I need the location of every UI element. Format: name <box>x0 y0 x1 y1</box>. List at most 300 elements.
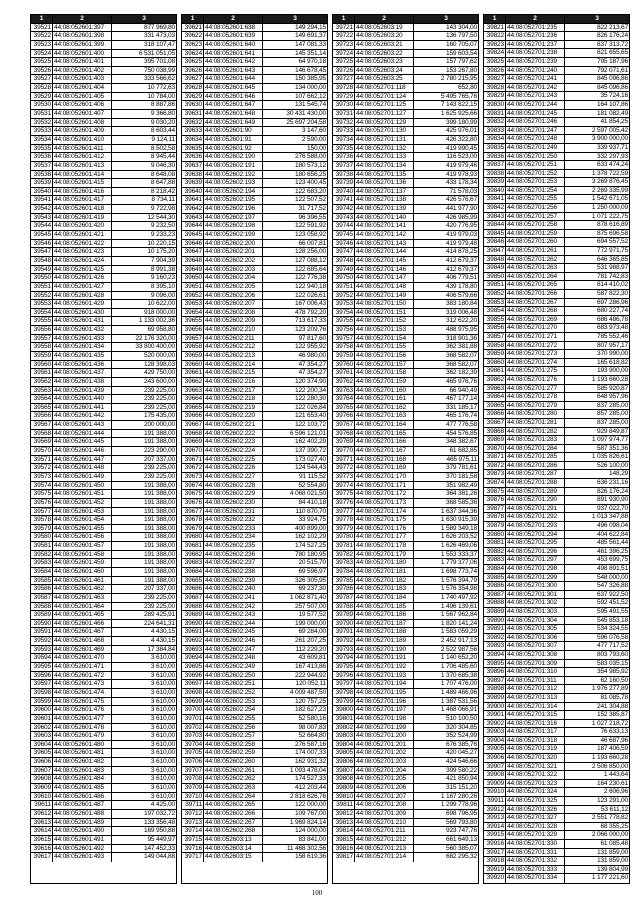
table-row <box>182 171 327 180</box>
cadastral-number-cell: 44:08:052601:475 <box>53 698 112 706</box>
value-cell: 43 609,81 <box>298 654 326 662</box>
cadastral-number-cell: 44:08:052701:281 <box>506 419 565 427</box>
table-row <box>333 309 478 318</box>
row-number-cell: 39544 <box>31 222 53 230</box>
row-number-cell: 39874 <box>484 479 506 487</box>
table-row <box>182 101 327 110</box>
row-number-cell: 39596 <box>31 672 53 680</box>
table-row <box>182 628 327 637</box>
row-number-cell: 39736 <box>333 153 355 161</box>
table-row <box>333 603 478 612</box>
row-number-cell: 39805 <box>333 749 355 757</box>
value-cell: 191 388,00 <box>143 576 175 584</box>
value-cell: 3 610,00 <box>150 784 175 792</box>
table-row <box>333 412 478 421</box>
value-cell: 379 781,61 <box>445 464 477 472</box>
table-row <box>182 689 327 698</box>
value-cell: 122 103,72 <box>294 421 326 429</box>
cadastral-number-cell: 44:08:052601:406 <box>53 101 112 109</box>
table-row <box>484 694 629 703</box>
value-cell: 592 451,52 <box>596 599 628 607</box>
row-number-cell: 39624 <box>182 50 204 58</box>
row-number-cell: 39876 <box>484 496 506 504</box>
table-row <box>333 136 478 145</box>
value-cell: 465 975,11 <box>446 455 477 463</box>
table-row <box>182 32 327 41</box>
value-cell: 465 176,74 <box>445 412 477 420</box>
value-cell: 496 098,04 <box>596 522 628 530</box>
value-cell: 139 804,99 <box>596 865 628 873</box>
row-number-cell: 39708 <box>182 775 204 783</box>
value-cell: 837 285,00 <box>596 418 628 426</box>
value-cell: 637 922,50 <box>596 590 628 598</box>
cadastral-number-cell: 44:08:052601:428 <box>53 292 112 300</box>
cadastral-number-cell: 44:08:052701:205 <box>355 775 414 783</box>
row-number-cell: 39875 <box>484 488 506 496</box>
value-cell: 162 402,29 <box>294 438 326 446</box>
table-header-row <box>484 15 629 24</box>
row-number-cell: 39711 <box>182 801 204 809</box>
value-cell: 10 784,00 <box>147 92 175 100</box>
table-row <box>182 162 327 171</box>
cadastral-number-cell: 44:08:052701:203 <box>355 758 414 766</box>
row-number-cell: 39629 <box>182 93 204 101</box>
row-number-cell: 39696 <box>182 672 204 680</box>
cadastral-number-cell: 44:08:052602:230 <box>204 499 263 507</box>
cadastral-number-cell: 44:08:052602:253 <box>204 698 263 706</box>
value-cell: 400 899,00 <box>294 524 326 532</box>
cadastral-number-cell: 44:08:052602:217 <box>204 387 263 395</box>
table-row <box>333 119 478 128</box>
value-cell: 5 495 765,76 <box>440 92 477 100</box>
table-row <box>484 187 629 196</box>
cadastral-number-cell: 44:08:052701:292 <box>506 513 565 521</box>
value-cell: 116 523,00 <box>446 153 477 161</box>
cadastral-number-cell: 44:08:052701:207 <box>355 793 414 801</box>
table-row <box>484 754 629 763</box>
value-cell: 477 776,58 <box>445 421 477 429</box>
value-cell: 3 610,00 <box>150 766 175 774</box>
table-row <box>31 32 176 41</box>
table-row <box>484 574 629 583</box>
row-number-cell: 39683 <box>182 559 204 567</box>
row-number-cell: 39555 <box>31 317 53 325</box>
table-row <box>484 780 629 789</box>
cadastral-number-cell: 44:08:052601:431 <box>53 317 112 325</box>
table-row <box>333 525 478 534</box>
row-number-cell: 39847 <box>484 247 506 255</box>
value-cell: 193 900,00 <box>596 367 628 375</box>
table-row <box>182 438 327 447</box>
cadastral-number-cell: 44:08:052701:131 <box>355 136 414 144</box>
table-row <box>31 836 176 845</box>
row-number-cell: 39761 <box>333 369 355 377</box>
table-row <box>484 75 629 84</box>
cadastral-number-cell: 44:08:052601:442 <box>53 412 112 420</box>
cadastral-number-cell: 44:08:052701:167 <box>355 447 414 455</box>
row-number-cell: 39694 <box>182 654 204 662</box>
value-cell: 121 653,40 <box>294 412 326 420</box>
value-cell: 10 175,20 <box>147 248 175 256</box>
cadastral-number-cell: 44:08:052601:481 <box>53 749 112 757</box>
row-number-cell: 39639 <box>182 179 204 187</box>
row-number-cell: 39633 <box>182 127 204 135</box>
row-number-cell: 39837 <box>484 161 506 169</box>
cadastral-number-cell: 44:08:052701:245 <box>506 110 565 118</box>
table-row <box>31 188 176 197</box>
row-number-cell: 39772 <box>333 464 355 472</box>
table-row <box>484 745 629 754</box>
value-cell: 1 707 476,00 <box>440 680 477 688</box>
row-number-cell: 39860 <box>484 359 506 367</box>
row-number-cell: 39729 <box>333 93 355 101</box>
cadastral-number-cell: 44:08:052601:488 <box>53 810 112 818</box>
row-number-cell: 39762 <box>333 378 355 386</box>
table-row <box>333 551 478 560</box>
table-row <box>31 58 176 67</box>
cadastral-number-cell: 44:08:052601:421 <box>53 231 112 239</box>
table-row <box>484 711 629 720</box>
cadastral-number-cell: 44:08:052601:473 <box>53 680 112 688</box>
table-row <box>182 784 327 793</box>
table-row <box>333 663 478 672</box>
value-cell: 175 435,00 <box>143 412 175 420</box>
row-number-cell: 39852 <box>484 290 506 298</box>
cadastral-number-cell: 44:08:052601:417 <box>53 196 112 204</box>
row-number-cell: 39765 <box>333 404 355 412</box>
cadastral-number-cell: 44:08:052602:190 <box>204 153 263 161</box>
cadastral-number-cell: 44:08:052601:464 <box>53 603 112 611</box>
cadastral-number-cell: 44:08:052701:288 <box>506 479 565 487</box>
row-number-cell: 39902 <box>484 720 506 728</box>
value-cell: 395 701,08 <box>143 58 175 66</box>
value-cell: 531 988,97 <box>596 264 628 272</box>
cadastral-number-cell: 44:08:052701:239 <box>506 58 565 66</box>
cadastral-number-cell: 44:08:052701:301 <box>506 591 565 599</box>
cadastral-number-cell: 44:08:052701:272 <box>506 342 565 350</box>
value-cell: 174 527,33 <box>294 775 326 783</box>
value-cell: 3 610,00 <box>150 697 175 705</box>
row-number-cell: 39884 <box>484 565 506 573</box>
row-number-cell: 39628 <box>182 84 204 92</box>
value-cell: 239 225,00 <box>143 386 175 394</box>
row-number-cell: 39778 <box>333 516 355 524</box>
table-row <box>31 24 176 33</box>
value-cell: 25 697 204,58 <box>286 118 326 126</box>
cadastral-number-cell: 44:08:052601:448 <box>53 464 112 472</box>
value-cell: 2 551 778,82 <box>591 814 628 822</box>
row-number-cell: 39630 <box>182 101 204 109</box>
row-number-cell: 39763 <box>333 387 355 395</box>
cadastral-number-cell: 44:08:052602:242 <box>204 603 263 611</box>
row-number-cell: 39535 <box>31 145 53 153</box>
table-row <box>484 522 629 531</box>
value-cell: 2 780 215,95 <box>440 75 477 83</box>
cadastral-number-cell: 44:08:052701:146 <box>355 266 414 274</box>
cadastral-number-cell: 44:08:052701:140 <box>355 214 414 222</box>
cadastral-number-cell: 44:08:052701:132 <box>355 145 414 153</box>
value-cell: 683 973,48 <box>596 324 628 332</box>
cadastral-number-cell: 44:08:052601:459 <box>53 559 112 567</box>
table-row <box>182 361 327 370</box>
table-row <box>333 283 478 292</box>
cadastral-number-cell: 44:08:052601:404 <box>53 84 112 92</box>
table-row <box>333 845 478 854</box>
value-cell: 1 779 377,06 <box>440 559 477 567</box>
row-number-cell: 39659 <box>182 352 204 360</box>
row-number-cell: 39877 <box>484 505 506 513</box>
row-number-cell: 39797 <box>333 680 355 688</box>
value-cell: 315 151,20 <box>445 784 477 792</box>
table-row <box>484 849 629 858</box>
table-row <box>484 342 629 351</box>
table-row <box>333 145 478 154</box>
value-cell: 1 583 059,29 <box>440 628 477 636</box>
cadastral-number-cell: 44:08:052701:332 <box>506 857 565 865</box>
cadastral-number-cell: 44:08:052701:327 <box>506 814 565 822</box>
value-cell: 11 468 302,56 <box>286 844 326 852</box>
row-number-cell: 39644 <box>182 222 204 230</box>
cadastral-number-cell: 44:08:052701:319 <box>506 745 565 753</box>
table-row <box>484 539 629 548</box>
table-row <box>333 793 478 802</box>
table-row <box>484 92 629 101</box>
table-row <box>182 732 327 741</box>
cadastral-number-cell: 44:08:052602:212 <box>204 343 263 351</box>
row-number-cell: 39541 <box>31 196 53 204</box>
cadastral-number-cell: 44:08:052601:429 <box>53 300 112 308</box>
cadastral-number-cell: 44:08:052602:198 <box>204 222 263 230</box>
cadastral-number-cell: 44:08:052602:261 <box>204 767 263 775</box>
table-row <box>182 706 327 715</box>
table-row <box>31 395 176 404</box>
row-number-cell: 39632 <box>182 119 204 127</box>
table-row <box>333 559 478 568</box>
row-number-cell: 39552 <box>31 292 53 300</box>
value-cell: 9 160,23 <box>150 274 175 282</box>
table-row <box>333 585 478 594</box>
row-number-cell: 39702 <box>182 724 204 732</box>
row-number-cell: 39817 <box>333 853 355 862</box>
table-row <box>31 266 176 275</box>
table-row <box>484 840 629 849</box>
cadastral-number-cell: 44:08:052701:149 <box>355 292 414 300</box>
cadastral-number-cell: 44:08:052602:240 <box>204 585 263 593</box>
table-row <box>31 447 176 456</box>
table-row <box>484 376 629 385</box>
value-cell: 66 940,49 <box>449 386 477 394</box>
table-row <box>484 797 629 806</box>
table-row <box>182 551 327 560</box>
cadastral-number-cell: 44:08:052602:207 <box>204 300 263 308</box>
row-number-cell: 39739 <box>333 179 355 187</box>
row-number-cell: 39821 <box>484 24 506 32</box>
value-cell: 191 388,00 <box>143 438 175 446</box>
table-row <box>182 378 327 387</box>
cadastral-number-cell: 44:08:052603:19 <box>355 24 414 32</box>
value-cell: 124 544,43 <box>294 464 326 472</box>
value-cell: 120 052,11 <box>295 680 326 688</box>
table-row <box>333 568 478 577</box>
cadastral-number-cell: 44:08:052602:235 <box>204 542 263 550</box>
table-row <box>333 620 478 629</box>
row-number-cell: 39611 <box>31 801 53 809</box>
row-number-cell: 39910 <box>484 788 506 796</box>
row-number-cell: 39894 <box>484 651 506 659</box>
cadastral-number-cell: 44:08:052602:245 <box>204 628 263 636</box>
table-row <box>182 326 327 335</box>
table-row <box>182 542 327 551</box>
row-number-cell: 39917 <box>484 849 506 857</box>
table-row <box>333 257 478 266</box>
value-cell: 3 610,00 <box>150 671 175 679</box>
cadastral-number-cell: 44:08:052601:462 <box>53 585 112 593</box>
row-number-cell: 39911 <box>484 797 506 805</box>
table-row <box>31 50 176 59</box>
cadastral-number-cell: 44:08:052701:240 <box>506 67 565 75</box>
row-number-cell: 39803 <box>333 732 355 740</box>
table-row <box>182 240 327 249</box>
row-number-cell: 39790 <box>333 620 355 628</box>
row-number-cell: 39523 <box>31 41 53 49</box>
row-number-cell: 39612 <box>31 810 53 818</box>
row-number-cell: 39908 <box>484 771 506 779</box>
cadastral-number-cell: 44:08:052701:328 <box>506 823 565 831</box>
row-number-cell: 39688 <box>182 603 204 611</box>
cadastral-number-cell: 44:08:052701:237 <box>506 41 565 49</box>
table-row <box>182 749 327 758</box>
table-row <box>31 248 176 257</box>
value-cell: 368 582,07 <box>445 351 477 359</box>
cadastral-number-cell: 44:08:052701:202 <box>355 749 414 757</box>
value-cell: 1 489 466,96 <box>440 688 477 696</box>
value-cell: 145 351,14 <box>294 49 326 57</box>
value-cell: 331 185,17 <box>445 403 477 411</box>
row-number-cell: 39813 <box>333 819 355 827</box>
table-row <box>31 749 176 758</box>
cadastral-number-cell: 44:08:052701:192 <box>355 663 414 671</box>
value-cell: 348 382,67 <box>445 438 477 446</box>
value-cell: 1 370 685,38 <box>440 671 477 679</box>
row-number-cell: 39892 <box>484 634 506 642</box>
table-row <box>182 110 327 119</box>
value-cell: 368 582,07 <box>445 360 477 368</box>
row-number-cell: 39767 <box>333 421 355 429</box>
value-cell: 420 776,95 <box>445 222 477 230</box>
table-row <box>31 464 176 473</box>
table-row <box>182 490 327 499</box>
table-row <box>333 162 478 171</box>
value-cell: 560 385,07 <box>445 844 477 852</box>
cadastral-number-cell: 44:08:052601:451 <box>53 490 112 498</box>
cadastral-number-cell: 44:08:052602:201 <box>204 248 263 256</box>
cadastral-number-cell: 44:08:052701:271 <box>506 333 565 341</box>
value-cell: 131 545,74 <box>294 101 326 109</box>
value-cell: 498 891,51 <box>596 565 628 572</box>
row-number-cell: 39787 <box>333 594 355 602</box>
table-row <box>31 283 176 292</box>
row-number-cell: 39607 <box>31 767 53 775</box>
row-number-cell: 39669 <box>182 438 204 446</box>
cadastral-number-cell: 44:08:052601:426 <box>53 274 112 282</box>
table-row <box>333 369 478 378</box>
value-cell: 124 000,00 <box>294 827 326 835</box>
value-cell: 383 180,84 <box>445 300 477 308</box>
row-number-cell: 39653 <box>182 300 204 308</box>
row-number-cell: 39846 <box>484 238 506 246</box>
value-cell: 200 000,00 <box>143 421 175 429</box>
cadastral-number-cell: 44:08:052602:263 <box>204 784 263 792</box>
row-number-cell: 39549 <box>31 266 53 274</box>
value-cell: 370 990,00 <box>596 350 628 358</box>
row-number-cell: 39574 <box>31 482 53 490</box>
value-cell: 837 313,72 <box>596 40 628 48</box>
row-number-cell: 39799 <box>333 698 355 706</box>
value-cell: 243 600,00 <box>143 377 175 385</box>
header-cell: 1 <box>484 15 506 23</box>
cadastral-number-cell: 44:08:052701:201 <box>355 741 414 749</box>
value-cell: 548 000,00 <box>596 573 628 581</box>
value-cell: 453 699,75 <box>596 556 628 564</box>
row-number-cell: 39833 <box>484 127 506 135</box>
cadastral-number-cell: 44:08:052701:168 <box>355 456 414 464</box>
table-row <box>31 41 176 50</box>
row-number-cell: 39704 <box>182 741 204 749</box>
value-cell: 1 706 485,60 <box>440 663 477 671</box>
row-number-cell: 39794 <box>333 654 355 662</box>
row-number-cell: 39634 <box>182 136 204 144</box>
table-row <box>333 482 478 491</box>
value-cell: 20 515,70 <box>298 559 326 567</box>
row-number-cell: 39897 <box>484 677 506 685</box>
table-row <box>182 127 327 136</box>
table-row <box>31 620 176 629</box>
row-number-cell: 39873 <box>484 470 506 478</box>
row-number-cell: 39556 <box>31 326 53 334</box>
value-cell: 69 596,97 <box>298 568 326 575</box>
row-number-cell: 39566 <box>31 412 53 420</box>
cadastral-number-cell: 44:08:052602:257 <box>204 732 263 740</box>
row-number-cell: 39568 <box>31 430 53 438</box>
value-cell: 164 107,86 <box>596 100 628 108</box>
value-cell: 33 924,75 <box>298 516 326 524</box>
row-number-cell: 39734 <box>333 136 355 144</box>
value-cell: 1 567 962,84 <box>440 611 477 619</box>
value-cell: 83 841,00 <box>298 835 326 843</box>
row-number-cell: 39538 <box>31 171 53 179</box>
value-cell: 1 027 218,72 <box>591 719 628 727</box>
value-cell: 167 413,86 <box>294 663 326 671</box>
row-number-cell: 39727 <box>333 75 355 83</box>
cadastral-number-cell: 44:08:052701:211 <box>355 827 414 835</box>
row-number-cell: 39545 <box>31 231 53 239</box>
table-row <box>333 430 478 439</box>
cadastral-number-cell: 44:08:052603:20 <box>355 32 414 40</box>
table-row <box>182 430 327 439</box>
value-cell: 781 742,83 <box>596 272 628 280</box>
table-row <box>182 801 327 810</box>
table-row <box>484 350 629 359</box>
cadastral-number-cell: 44:08:052701:173 <box>355 499 414 507</box>
row-number-cell: 39866 <box>484 410 506 418</box>
row-number-cell: 39746 <box>333 240 355 248</box>
table-row <box>484 617 629 626</box>
value-cell: 46 687,96 <box>600 736 628 744</box>
cadastral-number-cell: 44:08:052701:333 <box>506 866 565 874</box>
value-cell: 585 920,87 <box>596 384 628 392</box>
table-row <box>31 378 176 387</box>
value-cell: 110 870,70 <box>295 507 326 515</box>
